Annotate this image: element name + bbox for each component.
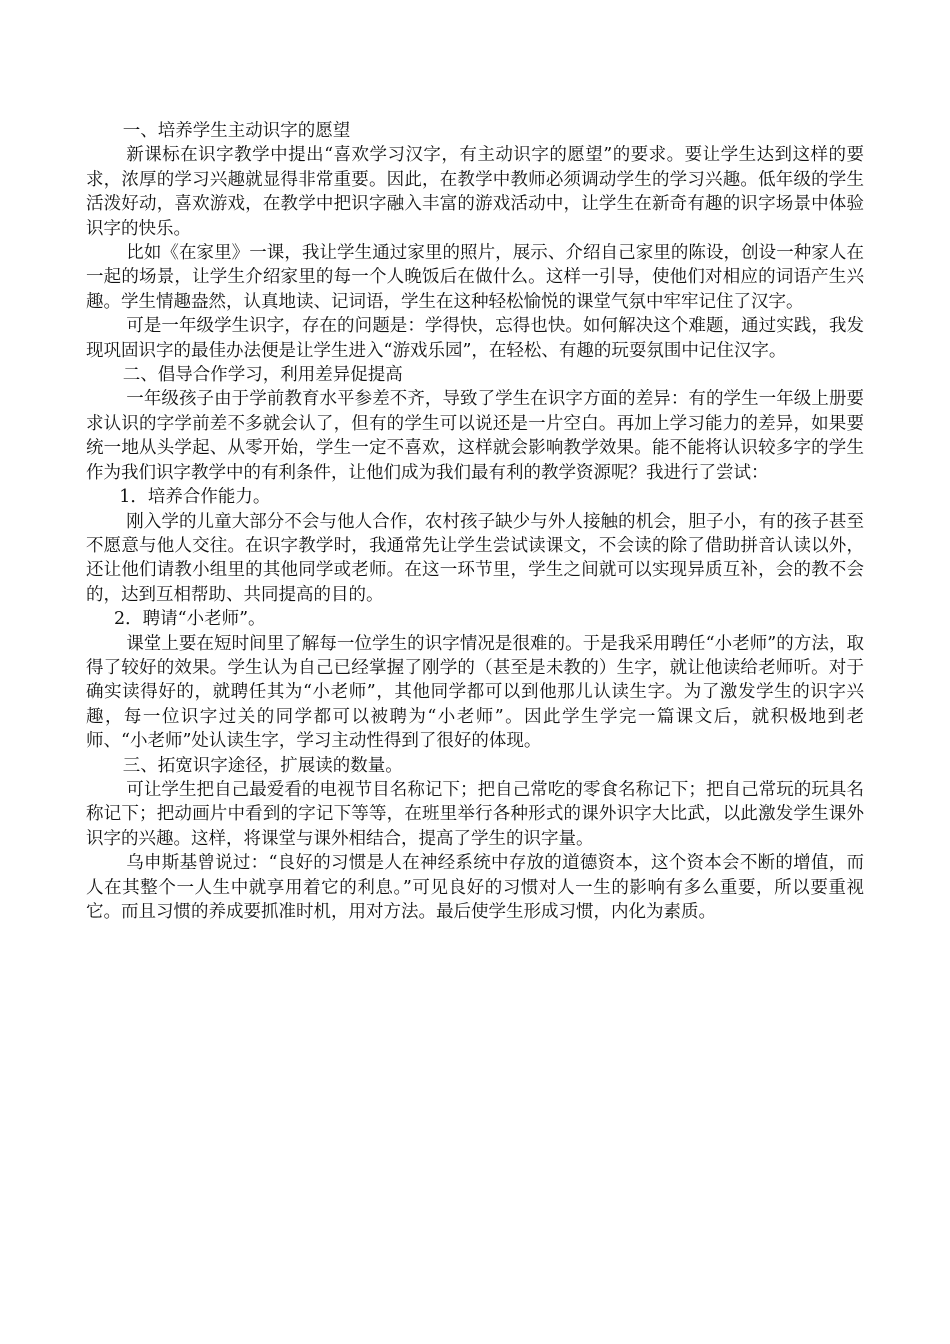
paragraph: 乌申斯基曾说过：“良好的习惯是人在神经系统中存放的道德资本，这个资本会不断的增值，而人在其整个一人生中就享用着它的利息。”可见良好的习惯对人一生的影响有多么重要，所以要重视它。而且习惯的养成要抓准时机，用对方法。最后使学生形成习惯，内化为素质。: [86, 853, 864, 922]
list-item-2: 2．聘请“小老师”。: [114, 609, 266, 630]
paragraph: 可让学生把自己最爱看的电视节目名称记下；把自己常吃的零食名称记下；把自己常玩的玩具名称记下；把动画片中看到的字记下等等，在班里举行各种形式的课外识字大比武，以此激发学生课外识字的兴趣。这样，将课堂与课外相结合，提高了学生的识字量。: [86, 779, 864, 849]
paragraph: 课堂上要在短时间里了解每一位学生的识字情况是很难的。于是我采用聘任“小老师”的方法，取得了较好的效果。学生认为自己已经掌握了刚学的（甚至是未教的）生字，就让他读给老师听。对于确实读得好的，就聘任其为“小老师”，其他同学都可以到他那儿认读生字。为了激发学生的识字兴趣，每一位识字过关的同学都可以被聘为“小老师”。因此学生学完一篇课文后，就积极地到老师、“小老师”处认读生字，学习主动性得到了很好的体现。: [86, 633, 864, 752]
section-heading-2: 二、倡导合作学习，利用差异促提高: [122, 365, 403, 386]
paragraph: 可是一年级学生识字，存在的问题是：学得快，忘得也快。如何解决这个难题，通过实践，我发现巩固识字的最佳办法便是让学生进入“游戏乐园”，在轻松、有趣的玩耍氛围中记住汉字。: [86, 316, 864, 361]
document-body: [86, 119, 864, 924]
list-item-1: 1．培养合作能力。: [119, 487, 271, 508]
section-heading-3: 三、拓宽识字途径，扩展读的数量。: [122, 755, 403, 776]
section-heading-1: 一、培养学生主动识字的愿望: [122, 121, 351, 141]
paragraph: 比如《在家里》一课，我让学生通过家里的照片，展示、介绍自己家里的陈设，创设一种家人在一起的场景，让学生介绍家里的每一个人晚饭后在做什么。这样一引导，使他们对相应的词语产生兴趣。学生情趣盎然，认真地读、记词语，学生在这种轻松愉悦的课堂气氛中牢牢记住了汉字。: [86, 243, 864, 312]
paragraph: 新课标在识字教学中提出“喜欢学习汉字，有主动识字的愿望”的要求。要让学生达到这样的要求，浓厚的学习兴趣就显得非常重要。因此，在教学中教师必须调动学生的学习兴趣。低年级的学生活泼好动，喜欢游戏，在教学中把识字融入丰富的游戏活动中，让学生在新奇有趣的识字场景中体验识字的快乐。: [86, 145, 864, 239]
paragraph: 一年级孩子由于学前教育水平参差不齐，导致了学生在识字方面的差异：有的学生一年级上册要求认识的字学前差不多就会认了，但有的学生可以说还是一片空白。再加上学习能力的差异，如果要统一地从头学起、从零开始，学生一定不喜欢，这样就会影响教学效果。能不能将认识较多字的学生作为我们识字教学中的有利条件，让他们成为我们最有利的教学资源呢？我进行了尝试：: [86, 389, 864, 483]
paragraph: 刚入学的儿童大部分不会与他人合作，农村孩子缺少与外人接触的机会，胆子小，有的孩子甚至不愿意与他人交往。在识字教学时，我通常先让学生尝试读课文，不会读的除了借助拼音认读以外，还让他们请教小组里的其他同学或老师。在这一环节里，学生之间就可以实现异质互补，会的教不会的，达到互相帮助、共同提高的目的。: [86, 511, 864, 605]
